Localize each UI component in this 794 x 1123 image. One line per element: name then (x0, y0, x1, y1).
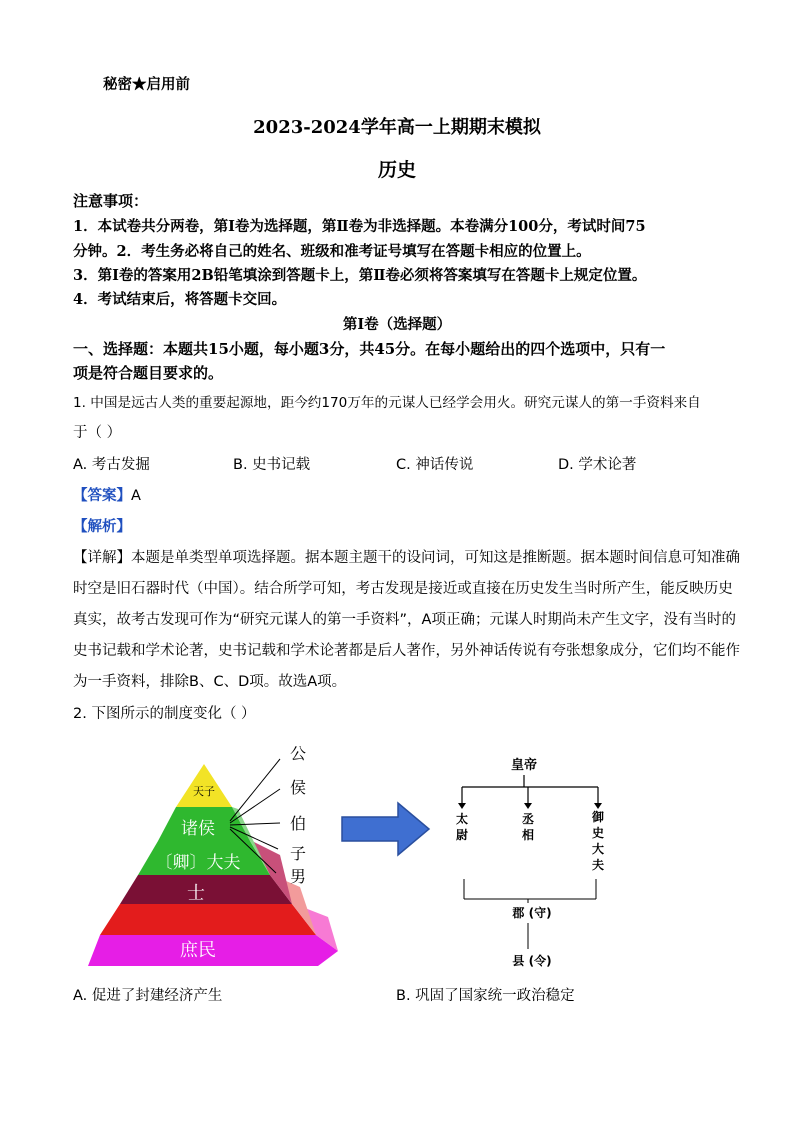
tier-4-label: 士 (187, 883, 205, 904)
q1-option-a: A. 考古发掘 (73, 457, 150, 473)
rank-label-gong: 公 (290, 744, 307, 763)
notice-line-4: 4．考试结束后，将答题卡交回。 (73, 291, 287, 308)
rank-line-1 (230, 759, 280, 821)
q1-detail-line-3: 真实，故考古发现可作为“研究元谋人的第一手资料”，A项正确；元谋人时期尚未产生文字，没有当时的 (73, 612, 736, 628)
q1-option-b: B. 史书记载 (233, 457, 311, 473)
q1-stem-line-1: 1. 中国是远古人类的重要起源地，距今约170万年的元谋人已经学会用火。研究元谋人的第一手资料来自 (73, 395, 701, 411)
answer-tag: 【答案】 (73, 488, 131, 504)
transition-arrow-icon (340, 800, 432, 858)
org-chengxiang-2: 相 (521, 828, 535, 842)
tier-3-label: 〔卿〕大夫 (155, 853, 241, 873)
org-chengxiang-1: 丞 (521, 812, 535, 826)
q1-option-c: C. 神话传说 (396, 457, 474, 473)
rank-line-2 (230, 789, 280, 823)
q2-stem: 2. 下图所示的制度变化（ ） (73, 706, 256, 722)
rank-label-zi: 子 (290, 844, 307, 863)
q2-option-b: B. 巩固了国家统一政治稳定 (396, 988, 575, 1004)
section-title: 第Ⅰ卷（选择题） (342, 316, 452, 333)
pyramid-tier-3 (120, 875, 292, 904)
notice-line-1: 1．本试卷共分两卷，第Ⅰ卷为选择题，第Ⅱ卷为非选择题。本卷满分100分，考试时间75 (73, 218, 646, 235)
exam-subject: 历史 (377, 159, 416, 181)
org-taiwei-2: 尉 (455, 828, 469, 842)
pyramid-tier-4 (100, 904, 316, 935)
tier-1-label: 天子 (193, 785, 215, 798)
notice-line-3: 3．第Ⅰ卷的答案用2B铅笔填涂到答题卡上，第Ⅱ卷必须将答案填写在答题卡上规定位置。 (73, 267, 647, 284)
org-yushi-4: 夫 (591, 858, 605, 872)
org-taiwei-1: 太 (455, 812, 469, 826)
exam-title: 2023-2024学年高一上期期末模拟 (253, 117, 541, 138)
qin-central-system-chart (440, 743, 610, 971)
detail-tag: 【详解】 (73, 550, 131, 566)
detail-text-1: 本题是单类型单项选择题。据本题主题干的设问词，可知这是推断题。据本题时间信息可知准确 (131, 550, 740, 566)
org-yushi-1: 御 (591, 810, 605, 824)
org-yushi-3: 大 (591, 842, 605, 856)
secret-label: 秘密★启用前 (103, 76, 190, 93)
rank-label-bo: 伯 (290, 814, 307, 833)
answer-value: A (131, 488, 141, 504)
org-yushi-2: 史 (591, 826, 605, 840)
tier-5-label: 庶民 (180, 940, 216, 961)
section-instruction-2: 项是符合题目要求的。 (73, 364, 224, 382)
notice-line-2: 分钟。2．考生务必将自己的姓名、班级和准考证号填写在答题卡相应的位置上。 (73, 243, 591, 260)
org-jun-label: 郡 (守) (512, 906, 552, 920)
q1-detail-line-1 (73, 546, 740, 567)
q2-option-a: A. 促进了封建经济产生 (73, 988, 223, 1004)
rank-label-hou: 侯 (290, 778, 307, 797)
q1-detail-line-5: 为一手资料，排除B、C、D项。故选A项。 (73, 674, 347, 690)
q1-stem-line-2: 于（ ） (73, 425, 122, 441)
q1-detail-line-2: 时空是旧石器时代（中国）。结合所学可知，考古发现是接近或直接在历史发生当时所产生，能反映历史 (73, 581, 733, 597)
feudal-pyramid-figure (80, 737, 342, 970)
q1-detail-line-4: 史书记载和学术论著，史书记载和学术论著都是后人著作，另外神话传说有夸张想象成分，它们均不能作 (73, 643, 740, 659)
q1-option-d: D. 学术论著 (558, 457, 637, 473)
org-xian-label: 县 (令) (512, 954, 552, 968)
analysis-tag: 【解析】 (73, 519, 131, 535)
tier-2-label: 诸侯 (181, 819, 215, 839)
section-instruction-1: 一、选择题：本题共15小题，每小题3分，共45分。在每小题给出的四个选项中，只有一 (73, 340, 666, 358)
org-top-label: 皇帝 (510, 758, 538, 773)
notice-heading: 注意事项： (73, 192, 149, 210)
rank-label-nan: 男 (290, 867, 307, 886)
q1-answer (73, 484, 141, 505)
